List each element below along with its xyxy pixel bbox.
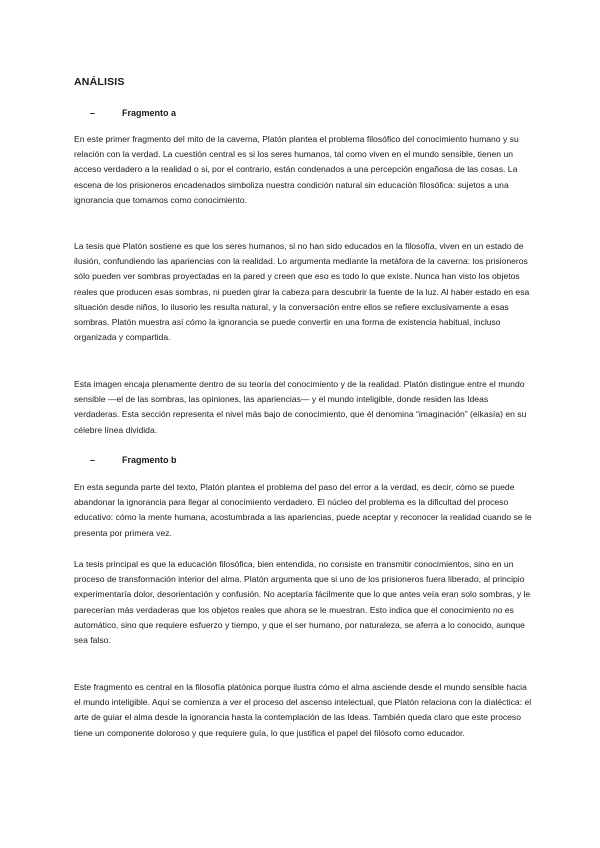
paragraph: La tesis principal es que la educación filosófica, bien entendida, no consiste en transmitir conocimientos, sino en un proceso de transformación interior del alma. Platón argumenta que si uno de los prisioneros fuera liberado, al principio experimentaría dolor, desorientación y confusión. No aceptaría fácilmente que lo que antes veía eran solo sombras, y le parecerían más verdaderas que los objetos reales que ahora se le muestran. Esto indica que el conocimiento no es automático, sino que requiere esfuerzo y tiempo, y que el ser humano, por naturaleza, se aferra a lo conocido, aunque sea falso. bbox=[74, 559, 531, 646]
paragraph: En este primer fragmento del mito de la caverna, Platón plantea el problema filosófico del conocimiento humano y su relación con la verdad. La cuestión central es si los seres humanos, tal como viven en el mundo sensible, tienen un acceso verdadero a la realidad o si, por el contrario, están condenados a una percepción engañosa de las cosas. La escena de los prisioneros encadenados simboliza nuestra condición natural sin educación filosófica: sujetos a una ignorancia que tomamos como conocimiento. bbox=[74, 134, 519, 205]
page-title: ANÁLISIS bbox=[74, 76, 125, 88]
section-heading-label: Fragmento a bbox=[122, 108, 177, 118]
paragraph: En esta segunda parte del texto, Platón plantea el problema del paso del error a la verdad, es decir, cómo se puede abandonar la ignorancia para llegar al conocimiento verdadero. El núcleo del problema es la dificultad del proceso educativo: cómo la mente humana, acostumbrada a las apariencias, puede aceptar y reconocer la realidad cuando se le presenta por primera vez. bbox=[74, 482, 532, 538]
bullet-dash: – bbox=[90, 108, 96, 118]
section-heading-label: Fragmento b bbox=[122, 455, 177, 465]
bullet-dash: – bbox=[90, 455, 96, 465]
paragraph: Esta imagen encaja plenamente dentro de su teoría del conocimiento y de la realidad. Platón distingue entre el mundo sensible —el de las sombras, las opiniones, las apariencias— y el mundo inteligible, donde residen las Ideas verdaderas. Esta sección representa el nivel más bajo de conocimiento, que él denomina “imaginación” (eikasía) en su célebre línea dividida. bbox=[74, 379, 527, 435]
paragraph: La tesis que Platón sostiene es que los seres humanos, si no han sido educados en la filosofía, viven en un estado de ilusión, confundiendo las apariencias con la realidad. Lo argumenta mediante la metáfora de la caverna: los prisioneros sólo pueden ver sombras proyectadas en la pared y creen que eso es todo lo que existe. Nunca han visto los objetos reales que producen esas sombras, ni pueden girar la cabeza para descubrir la fuente de la luz. Al haber estado en esa situación desde niños, lo ilusorio les resulta natural, y la conversación entre ellos se refiere exclusivamente a esas sombras. Platón muestra así cómo la ignorancia se puede convertir en una forma de existencia habitual, incluso organizada y compartida. bbox=[74, 241, 530, 343]
paragraph: Este fragmento es central en la filosofía platónica porque ilustra cómo el alma asciende desde el mundo sensible hacia el mundo inteligible. Aquí se comienza a ver el proceso del ascenso intelectual, que Platón relaciona con la dialéctica: el arte de guiar el alma desde la ignorancia hasta la contemplación de las Ideas. También queda claro que este proceso tiene un componente doloroso y que requiere guía, lo que justifica el papel del filósofo como educador. bbox=[74, 682, 532, 738]
